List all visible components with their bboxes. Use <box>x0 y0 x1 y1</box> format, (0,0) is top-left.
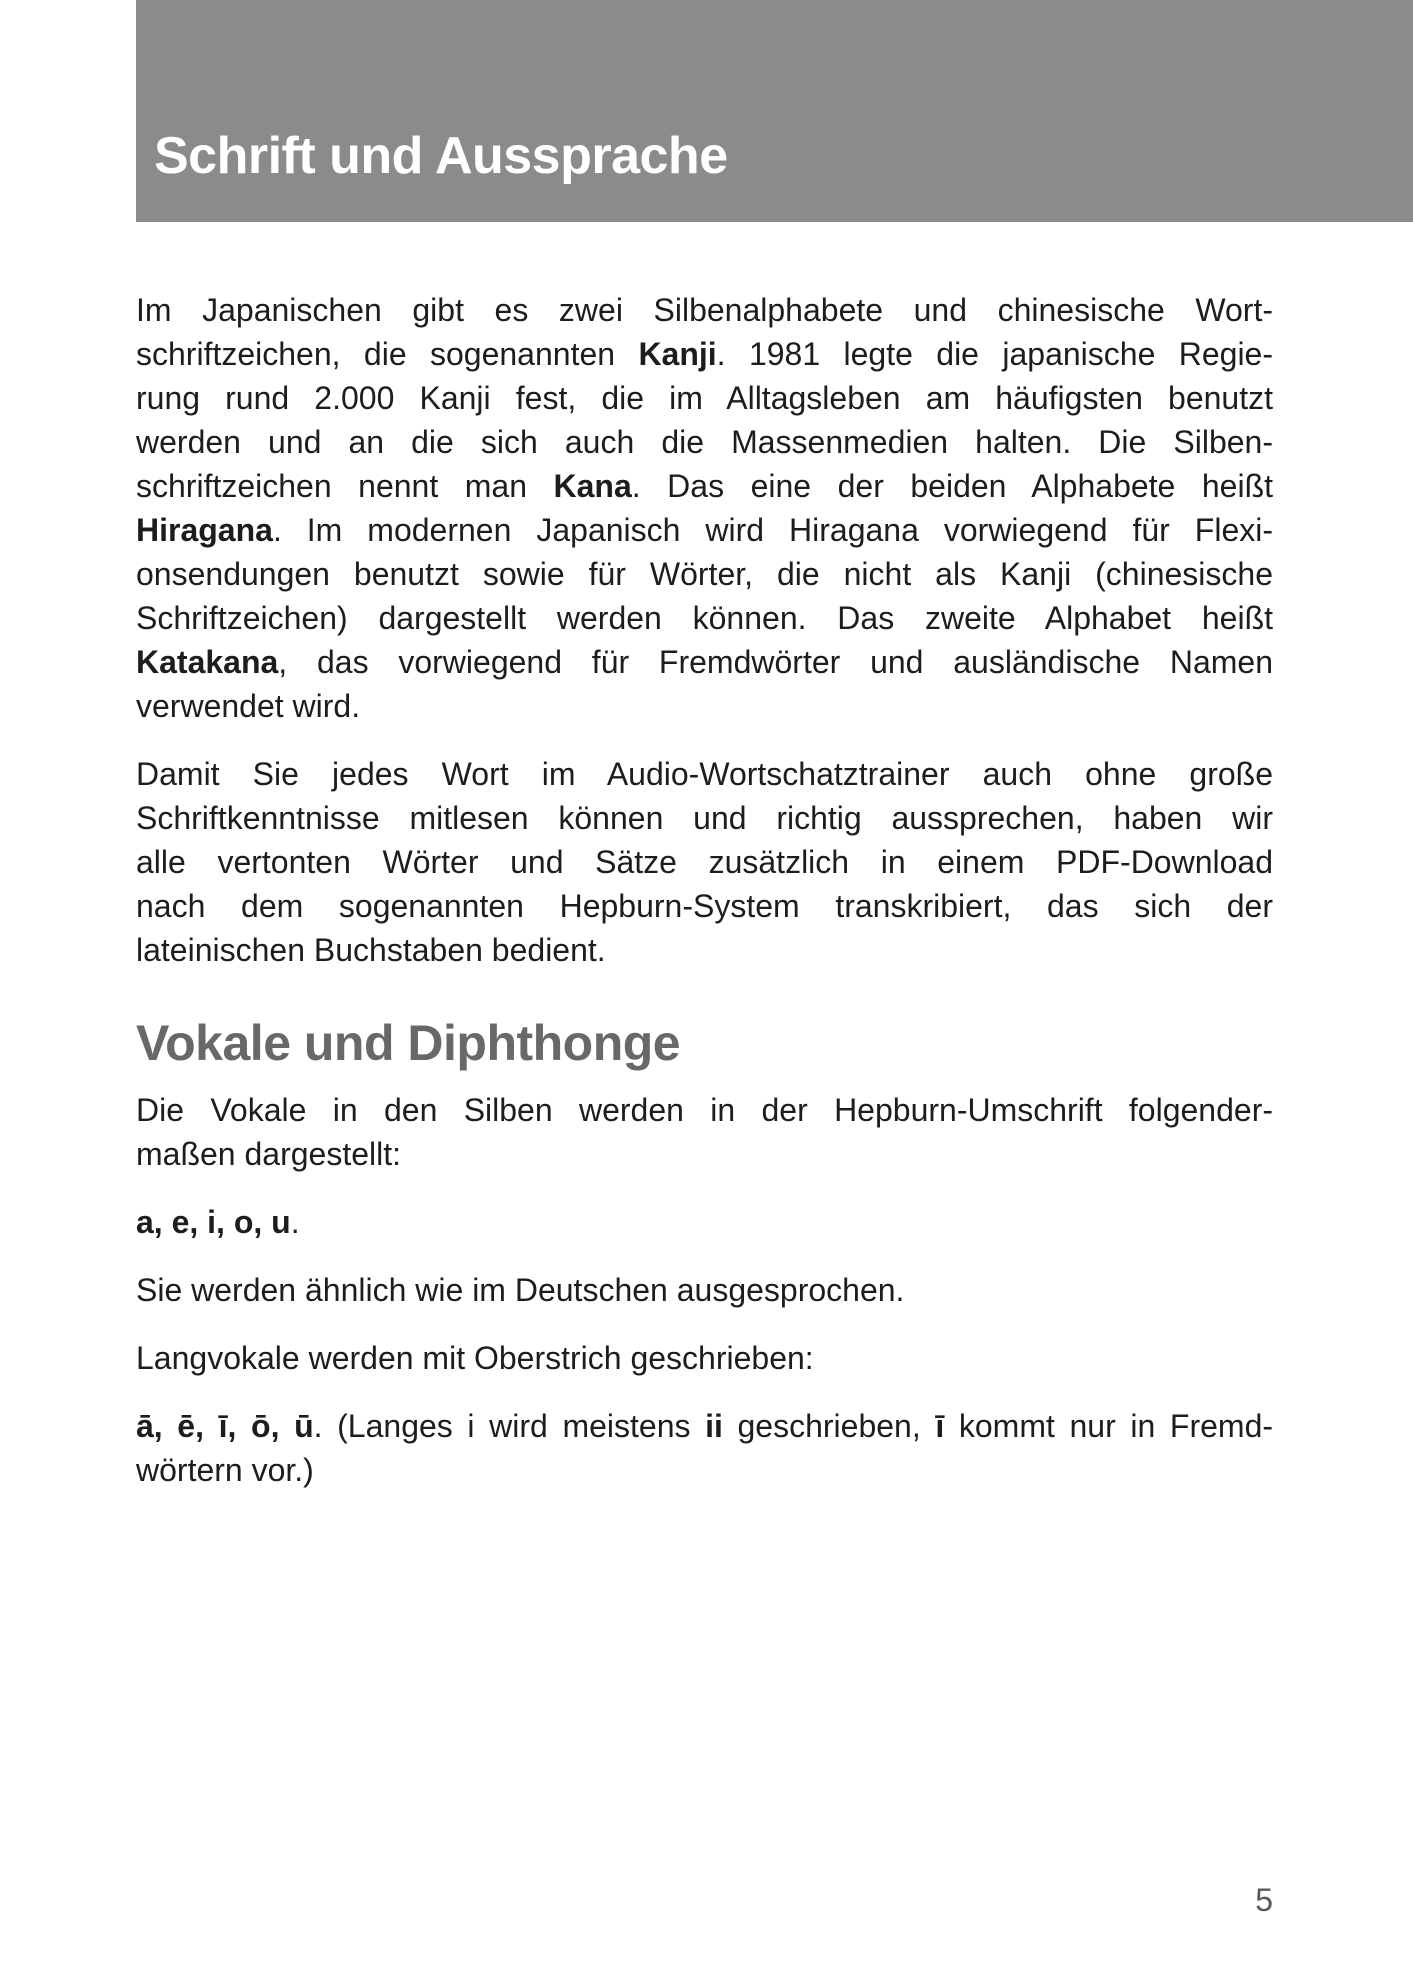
text-run: Die Vokale in den Silben werden in der Hepburn-Umschrift folgender- <box>136 1092 1273 1128</box>
text-run: . (Langes i wird meistens <box>313 1408 706 1444</box>
text-run: onsendungen benutzt sowie für Wörter, die nicht als Kanji (chinesische <box>136 556 1273 592</box>
text-run: Schriftkenntnisse mitlesen können und richtig aussprechen, haben wir <box>136 800 1273 836</box>
text-run: Langvokale werden mit Oberstrich geschrieben: <box>136 1340 814 1376</box>
bold-text-run: a, e, i, o, u <box>136 1204 291 1240</box>
text-run: lateinischen Buchstaben bedient. <box>136 932 606 968</box>
intro-paragraph <box>136 288 1273 728</box>
text-run: geschrieben, <box>722 1408 936 1444</box>
chapter-banner <box>136 0 1413 222</box>
text-line <box>136 752 1273 796</box>
text-line <box>136 684 1273 728</box>
text-run: . 1981 legte die japanische Regie- <box>716 336 1274 372</box>
text-run: Sie werden ähnlich wie im Deutschen ausgesprochen. <box>136 1272 905 1308</box>
text-line <box>136 596 1273 640</box>
text-run: . <box>290 1204 300 1240</box>
text-run: verwendet wird. <box>136 688 361 724</box>
text-run: Im Japanischen gibt es zwei Silbenalphabete und chinesische Wort- <box>136 292 1273 328</box>
text-run: maßen dargestellt: <box>136 1136 402 1172</box>
text-line <box>136 1132 1273 1176</box>
text-run: nach dem sogenannten Hepburn-System transkribiert, das sich der <box>136 888 1273 924</box>
text-line <box>136 1404 1273 1448</box>
long-vowel-intro-paragraph <box>136 1336 1273 1380</box>
text-run: werden und an die sich auch die Massenmedien halten. Die Silben- <box>136 424 1273 460</box>
text-run: . Im modernen Japanisch wird Hiragana vorwiegend für Flexi- <box>272 512 1273 548</box>
page-content <box>136 288 1273 1516</box>
text-run: Damit Sie jedes Wort im Audio-Wortschatztrainer auch ohne große <box>136 756 1273 792</box>
text-line <box>136 420 1273 464</box>
page-number: 5 <box>1255 1882 1273 1918</box>
bold-text-run: Katakana <box>136 644 279 680</box>
bold-text-run: Kana <box>553 468 632 504</box>
vowels-intro-paragraph <box>136 1088 1273 1176</box>
text-line <box>136 288 1273 332</box>
section-heading-vokale: Vokale und Diphthonge <box>136 1015 681 1071</box>
text-line <box>136 376 1273 420</box>
text-line <box>136 840 1273 884</box>
text-run: rung rund 2.000 Kanji fest, die im Alltagsleben am häufigsten benutzt <box>136 380 1273 416</box>
text-line <box>136 884 1273 928</box>
bold-text-run: Kanji <box>638 336 717 372</box>
text-run: Schriftzeichen) dargestellt werden können. Das zweite Alphabet heißt <box>136 600 1273 636</box>
bold-text-run: ī <box>935 1408 945 1444</box>
bold-text-run: Hiragana <box>136 512 273 548</box>
bold-text-run: ii <box>705 1408 723 1444</box>
text-line <box>136 928 1273 972</box>
text-line <box>136 332 1273 376</box>
text-line <box>136 796 1273 840</box>
long-vowel-list-paragraph <box>136 1404 1273 1492</box>
text-run: . Das eine der beiden Alphabete heißt <box>631 468 1273 504</box>
text-line <box>136 1088 1273 1132</box>
text-line <box>136 1200 1273 1244</box>
text-line <box>136 1336 1273 1380</box>
text-run: schriftzeichen, die sogenannten <box>136 336 639 372</box>
bold-text-run: ā, ē, ī, ō, ū <box>136 1408 314 1444</box>
text-line <box>136 552 1273 596</box>
text-run: , das vorwiegend für Fremdwörter und ausländische Namen <box>278 644 1273 680</box>
vowel-list-paragraph <box>136 1200 1273 1244</box>
text-run: alle vertonten Wörter und Sätze zusätzlich in einem PDF-Download <box>136 844 1273 880</box>
pronunciation-note-paragraph <box>136 1268 1273 1312</box>
text-run: kommt nur in Fremd- <box>944 1408 1274 1444</box>
text-run: schriftzeichen nennt man <box>136 468 554 504</box>
text-line <box>136 1268 1273 1312</box>
text-line <box>136 508 1273 552</box>
text-line <box>136 1448 1273 1492</box>
chapter-title: Schrift und Aussprache <box>154 127 728 185</box>
transcription-paragraph <box>136 752 1273 972</box>
text-line <box>136 640 1273 684</box>
text-run: wörtern vor.) <box>136 1452 314 1488</box>
text-line <box>136 464 1273 508</box>
